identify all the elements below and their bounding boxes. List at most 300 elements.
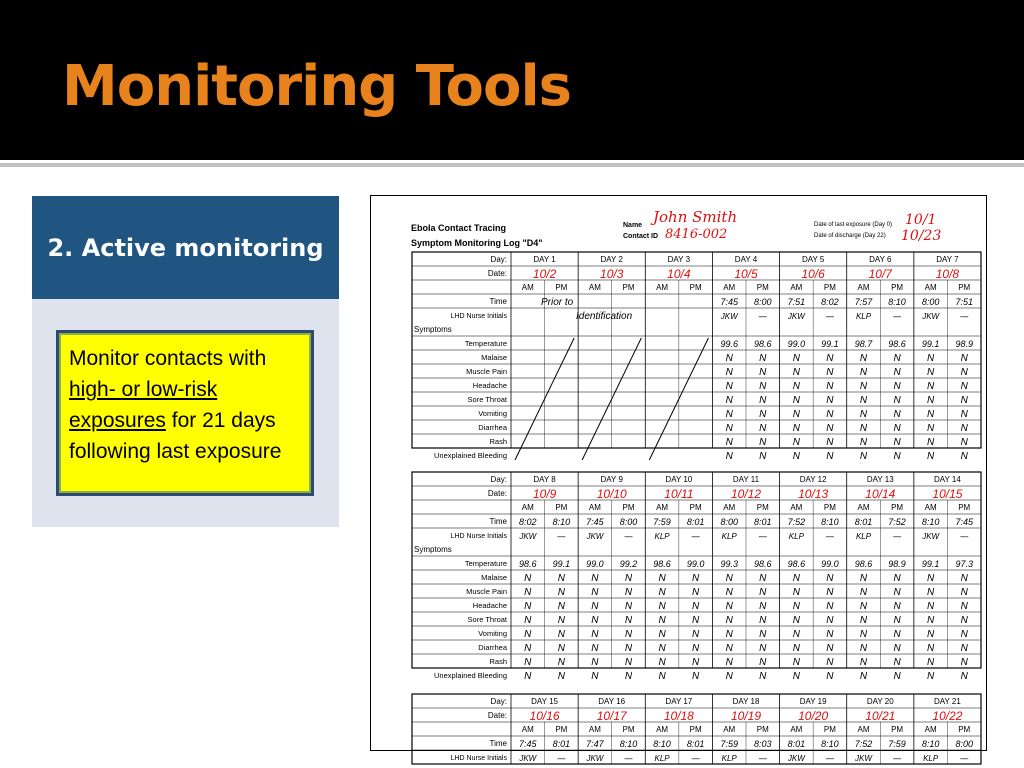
symptom-value: N — [624, 643, 633, 654]
symptom-value: N — [725, 353, 733, 364]
time-value: 7:57 — [854, 297, 873, 307]
day-header: DAY 10 — [665, 475, 693, 484]
pm-header: PM — [756, 725, 769, 734]
symptom-value: N — [759, 409, 767, 420]
time-value: 8:10 — [921, 517, 940, 527]
time-value: 8:01 — [854, 517, 873, 527]
symptom-value: N — [893, 643, 901, 654]
symptom-value: N — [893, 437, 901, 448]
am-header: AM — [656, 283, 669, 292]
symptom-label: Muscle Pain — [466, 367, 507, 376]
initials-value: — — [825, 754, 834, 763]
temperature-value: 98.6 — [787, 559, 806, 569]
symptom-label: Temperature — [464, 559, 507, 568]
symptom-value: N — [759, 643, 767, 654]
symptom-value: N — [927, 395, 935, 406]
day-header: DAY 6 — [869, 255, 892, 264]
initials-value: — — [960, 754, 969, 763]
date-value: 10/5 — [734, 267, 758, 281]
initials-value: JKW — [922, 312, 940, 321]
symptom-value: N — [692, 657, 700, 668]
temperature-value: 99.0 — [821, 559, 839, 569]
am-header: AM — [790, 503, 803, 512]
symptom-value: N — [658, 643, 666, 654]
symptom-value: N — [658, 601, 666, 612]
box-link[interactable]: high- or low-risk exposures — [69, 378, 218, 432]
symptom-value: N — [927, 451, 935, 462]
symptom-label: Headache — [472, 601, 507, 610]
initials-value: KLP — [855, 312, 872, 321]
symptom-value: N — [927, 657, 935, 668]
date-value: 10/2 — [532, 267, 557, 281]
symptom-value: N — [893, 451, 901, 462]
day-header: DAY 18 — [732, 697, 760, 706]
am-header: AM — [588, 725, 601, 734]
symptom-value: N — [927, 353, 935, 364]
symptom-value: N — [658, 629, 666, 640]
time-value: 7:52 — [854, 739, 873, 749]
symptom-value: N — [725, 601, 733, 612]
time-value: 8:01 — [787, 739, 806, 749]
symptom-value: N — [826, 437, 834, 448]
am-header: AM — [924, 283, 937, 292]
symptom-value: N — [826, 381, 834, 392]
day-header: DAY 14 — [934, 475, 961, 484]
am-header: AM — [924, 503, 937, 512]
initials-value: JKW — [855, 754, 872, 763]
symptom-value: N — [759, 587, 767, 598]
day-header: DAY 8 — [533, 475, 556, 484]
symptom-value: N — [859, 629, 868, 640]
day-label: Day: — [490, 697, 507, 706]
time-value: 7:59 — [653, 517, 671, 527]
time-value: 8:00 — [921, 297, 940, 307]
time-value: 7:45 — [519, 739, 537, 749]
pm-header: PM — [555, 503, 568, 512]
symptom-value: N — [960, 587, 968, 598]
symptom-value: N — [759, 629, 767, 640]
symptom-value: N — [960, 601, 968, 612]
symptom-value: N — [725, 587, 733, 598]
symptom-value: N — [893, 601, 901, 612]
symptom-value: N — [658, 671, 666, 682]
initials-value: JKW — [586, 532, 604, 541]
temperature-value: 99.1 — [552, 559, 571, 569]
symptom-value: N — [859, 573, 868, 584]
time-label: Time — [489, 739, 507, 748]
initials-value: — — [758, 754, 767, 763]
symptom-value: N — [893, 657, 901, 668]
day-header: DAY 1 — [533, 255, 556, 264]
box-text-1: Monitor contacts with — [69, 347, 267, 370]
date-label: Date: — [487, 269, 507, 278]
pm-header: PM — [689, 725, 702, 734]
symptom-value: N — [960, 353, 968, 364]
symptom-label: Temperature — [464, 339, 507, 348]
am-header: AM — [521, 725, 534, 734]
time-value: 7:51 — [955, 297, 973, 307]
symptom-label: Diarrhea — [478, 643, 507, 652]
symptom-label: Rash — [489, 657, 507, 666]
temperature-value: 99.1 — [921, 339, 940, 349]
symptom-value: N — [725, 657, 733, 668]
symptom-value: N — [524, 615, 532, 626]
symptom-value: N — [624, 657, 633, 668]
time-value: 8:01 — [552, 739, 571, 749]
date-value: 10/14 — [865, 487, 896, 501]
symptom-value: N — [725, 423, 733, 434]
last-exposure-label: Date of last exposure (Day 0) — [814, 222, 893, 228]
symptom-value: N — [524, 601, 532, 612]
time-value: 8:10 — [821, 739, 839, 749]
symptom-value: N — [557, 587, 565, 598]
am-header: AM — [723, 725, 736, 734]
symptom-value: N — [759, 423, 767, 434]
time-value: 8:10 — [821, 517, 839, 527]
date-value: 10/8 — [935, 267, 960, 281]
time-value: 8:01 — [754, 517, 772, 527]
symptom-value: N — [859, 437, 868, 448]
initials-value: — — [691, 532, 700, 541]
day-header: DAY 11 — [732, 475, 760, 484]
initials-value: — — [624, 754, 633, 763]
day-header: DAY 4 — [734, 255, 758, 264]
symptom-value: N — [927, 437, 935, 448]
time-value: 8:00 — [720, 517, 738, 527]
temperature-value: 99.0 — [787, 339, 806, 349]
symptom-value: N — [893, 423, 901, 434]
symptom-value: N — [557, 629, 565, 640]
date-value: 10/10 — [596, 487, 627, 501]
divider — [0, 163, 1024, 167]
pm-header: PM — [823, 503, 836, 512]
symptom-value: N — [792, 353, 800, 364]
symptom-value: N — [557, 601, 565, 612]
symptom-value: N — [725, 395, 733, 406]
symptom-value: N — [859, 657, 868, 668]
symptom-value: N — [725, 409, 733, 420]
time-value: 7:51 — [787, 297, 806, 307]
symptom-value: N — [591, 573, 599, 584]
time-value: 8:10 — [888, 297, 906, 307]
symptom-value: N — [524, 671, 532, 682]
symptom-value: N — [859, 615, 868, 626]
symptom-value: N — [826, 573, 834, 584]
symptom-label: Diarrhea — [478, 423, 507, 432]
day-header: DAY 16 — [598, 697, 626, 706]
am-header: AM — [521, 503, 534, 512]
am-header: AM — [924, 725, 937, 734]
symptom-value: N — [725, 615, 733, 626]
time-value: 8:01 — [686, 739, 705, 749]
am-header: AM — [588, 283, 601, 292]
pm-header: PM — [622, 283, 635, 292]
pm-header: PM — [555, 725, 568, 734]
time-value: 7:52 — [888, 517, 906, 527]
symptom-value: N — [692, 601, 700, 612]
symptom-value: N — [927, 367, 935, 378]
symptom-label: Unexplained Bleeding — [434, 671, 507, 680]
pm-header: PM — [756, 503, 769, 512]
symptom-value: N — [759, 601, 767, 612]
date-value: 10/7 — [868, 267, 892, 281]
time-value: 7:45 — [955, 517, 973, 527]
day-header: DAY 2 — [600, 255, 623, 264]
prior-note: Prior to — [541, 297, 574, 308]
symptom-value: N — [658, 573, 666, 584]
day-header: DAY 17 — [665, 697, 693, 706]
initials-value: KLP — [855, 532, 872, 541]
time-value: 8:02 — [519, 517, 537, 527]
symptom-value: N — [725, 573, 733, 584]
symptom-value: N — [960, 423, 968, 434]
symptom-value: N — [725, 671, 733, 682]
day-header: DAY 13 — [866, 475, 894, 484]
time-value: 8:10 — [921, 739, 940, 749]
am-header: AM — [723, 503, 736, 512]
symptom-value: N — [927, 601, 935, 612]
symptom-value: N — [960, 643, 968, 654]
symptom-value: N — [792, 643, 800, 654]
temperature-value: 98.9 — [888, 559, 906, 569]
contact-label: Contact ID — [623, 233, 658, 240]
symptoms-label: Symptoms — [414, 325, 452, 334]
symptom-value: N — [960, 615, 968, 626]
temperature-value: 98.9 — [955, 339, 973, 349]
initials-value: JKW — [922, 532, 940, 541]
symptom-value: N — [759, 615, 767, 626]
symptom-value: N — [859, 409, 868, 420]
symptom-value: N — [557, 657, 565, 668]
symptom-value: N — [759, 573, 767, 584]
temperature-value: 98.6 — [519, 559, 537, 569]
symptom-value: N — [859, 601, 868, 612]
time-value: 8:00 — [619, 517, 638, 527]
discharge-label: Date of discharge (Day 22) — [814, 233, 886, 239]
symptom-value: N — [960, 451, 968, 462]
temperature-value: 99.0 — [686, 559, 705, 569]
symptom-value: N — [759, 395, 767, 406]
time-value: 7:47 — [586, 739, 604, 749]
pm-header: PM — [823, 283, 836, 292]
symptom-value: N — [826, 615, 834, 626]
symptom-label: Unexplained Bleeding — [434, 451, 507, 460]
pm-header: PM — [958, 283, 971, 292]
symptom-value: N — [658, 615, 666, 626]
symptom-value: N — [792, 423, 800, 434]
symptom-value: N — [692, 671, 700, 682]
symptom-value: N — [927, 643, 935, 654]
date-value: 10/15 — [932, 487, 963, 501]
symptom-value: N — [826, 601, 834, 612]
initials-value: JKW — [787, 754, 805, 763]
pm-header: PM — [555, 283, 568, 292]
day-header: DAY 12 — [799, 475, 827, 484]
symptom-value: N — [859, 671, 868, 682]
symptom-value: N — [591, 671, 599, 682]
symptom-value: N — [927, 671, 935, 682]
symptom-value: N — [792, 395, 800, 406]
symptom-value: N — [826, 423, 834, 434]
symptom-value: N — [658, 587, 666, 598]
pm-header: PM — [958, 503, 971, 512]
symptom-value: N — [725, 367, 733, 378]
day-header: DAY 19 — [799, 697, 827, 706]
temperature-value: 99.6 — [720, 339, 738, 349]
slide-title: Monitoring Tools — [62, 54, 571, 119]
symptom-value: N — [524, 573, 532, 584]
symptom-value: N — [624, 601, 633, 612]
initials-value: KLP — [788, 532, 804, 541]
temperature-value: 97.3 — [955, 559, 973, 569]
symptom-value: N — [692, 615, 700, 626]
symptom-value: N — [893, 381, 901, 392]
symptom-value: N — [859, 643, 868, 654]
initials-value: — — [960, 532, 969, 541]
temperature-value: 98.6 — [854, 559, 873, 569]
initials-value: JKW — [720, 312, 738, 321]
date-value: 10/20 — [798, 709, 829, 723]
date-value: 10/18 — [663, 709, 694, 723]
symptom-value: N — [927, 573, 935, 584]
initials-value: JKW — [787, 312, 805, 321]
pm-header: PM — [891, 503, 904, 512]
symptom-value: N — [893, 629, 901, 640]
symptom-value: N — [792, 629, 800, 640]
symptom-value: N — [792, 601, 800, 612]
pm-header: PM — [756, 283, 769, 292]
symptom-value: N — [826, 451, 834, 462]
symptom-value: N — [893, 367, 901, 378]
symptom-value: N — [725, 437, 733, 448]
am-header: AM — [588, 503, 601, 512]
time-value: 8:10 — [653, 739, 671, 749]
initials-value: — — [893, 754, 902, 763]
form-heading-1: Ebola Contact Tracing — [411, 223, 507, 233]
day-header: DAY 9 — [600, 475, 623, 484]
time-value: 8:00 — [955, 739, 973, 749]
symptom-value: N — [927, 629, 935, 640]
symptom-value: N — [826, 643, 834, 654]
date-label: Date: — [487, 489, 507, 498]
symptom-label: Rash — [489, 437, 507, 446]
pm-header: PM — [622, 503, 635, 512]
symptom-value: N — [792, 671, 800, 682]
initials-value: — — [825, 312, 834, 321]
day-label: Day: — [490, 255, 507, 264]
symptom-value: N — [792, 381, 800, 392]
initials-value: — — [557, 532, 566, 541]
am-header: AM — [656, 503, 669, 512]
day-header: DAY 7 — [936, 255, 959, 264]
symptom-value: N — [960, 381, 968, 392]
symptom-value: N — [859, 353, 868, 364]
symptom-value: N — [759, 367, 767, 378]
symptom-label: Sore Throat — [467, 395, 507, 404]
symptom-value: N — [759, 451, 767, 462]
am-header: AM — [790, 725, 803, 734]
symptom-label: Malaise — [481, 353, 507, 362]
initials-value: KLP — [721, 754, 737, 763]
panel-header: 2. Active monitoring — [32, 196, 339, 299]
symptom-value: N — [893, 615, 901, 626]
symptom-value: N — [859, 587, 868, 598]
day-header: DAY 5 — [801, 255, 825, 264]
time-value: 7:59 — [720, 739, 738, 749]
symptom-value: N — [624, 671, 633, 682]
symptom-value: N — [759, 381, 767, 392]
symptom-value: N — [557, 643, 565, 654]
date-value: 10/16 — [529, 709, 560, 723]
symptom-value: N — [859, 395, 868, 406]
pm-header: PM — [891, 725, 904, 734]
symptom-value: N — [759, 437, 767, 448]
date-value: 10/21 — [865, 709, 896, 723]
date-value: 10/6 — [801, 267, 825, 281]
symptom-value: N — [725, 629, 733, 640]
discharge-value: 10/23 — [901, 228, 942, 244]
date-value: 10/22 — [932, 709, 963, 723]
initials-value: JKW — [519, 532, 537, 541]
temperature-value: 98.6 — [888, 339, 906, 349]
symptom-value: N — [960, 657, 968, 668]
symptom-value: N — [692, 643, 700, 654]
symptom-value: N — [792, 615, 800, 626]
symptom-value: N — [692, 629, 700, 640]
symptom-value: N — [960, 671, 968, 682]
time-value: 8:03 — [754, 739, 772, 749]
temperature-value: 99.1 — [821, 339, 839, 349]
symptom-value: N — [792, 657, 800, 668]
time-value: 8:00 — [754, 297, 772, 307]
symptom-value: N — [792, 437, 800, 448]
symptom-value: N — [826, 367, 834, 378]
pm-header: PM — [823, 725, 836, 734]
time-value: 8:10 — [552, 517, 571, 527]
am-header: AM — [790, 283, 803, 292]
am-header: AM — [521, 283, 534, 292]
symptom-label: Headache — [472, 381, 507, 390]
symptom-value: N — [960, 409, 968, 420]
symptom-value: N — [859, 423, 868, 434]
form-heading-2: Symptom Monitoring Log "D4" — [411, 238, 543, 248]
am-header: AM — [656, 725, 669, 734]
contact-value: 8416-002 — [665, 227, 728, 242]
symptom-value: N — [826, 671, 834, 682]
symptom-value: N — [792, 367, 800, 378]
symptom-value: N — [624, 629, 633, 640]
time-value: 7:45 — [720, 297, 738, 307]
pm-header: PM — [689, 283, 702, 292]
symptom-value: N — [792, 409, 800, 420]
am-header: AM — [857, 725, 870, 734]
symptom-value: N — [960, 395, 968, 406]
symptom-value: N — [927, 615, 935, 626]
time-value: 8:01 — [686, 517, 705, 527]
day-header: DAY 15 — [531, 697, 558, 706]
time-value: 7:59 — [888, 739, 906, 749]
date-label: Date: — [487, 711, 507, 720]
initials-value: — — [758, 532, 767, 541]
symptom-value: N — [859, 367, 868, 378]
am-header: AM — [857, 503, 870, 512]
initials-value: — — [758, 312, 767, 321]
symptom-value: N — [624, 615, 633, 626]
symptom-value: N — [826, 409, 834, 420]
initials-value: KLP — [721, 532, 737, 541]
symptom-label: Muscle Pain — [466, 587, 507, 596]
time-label: Time — [489, 297, 507, 306]
